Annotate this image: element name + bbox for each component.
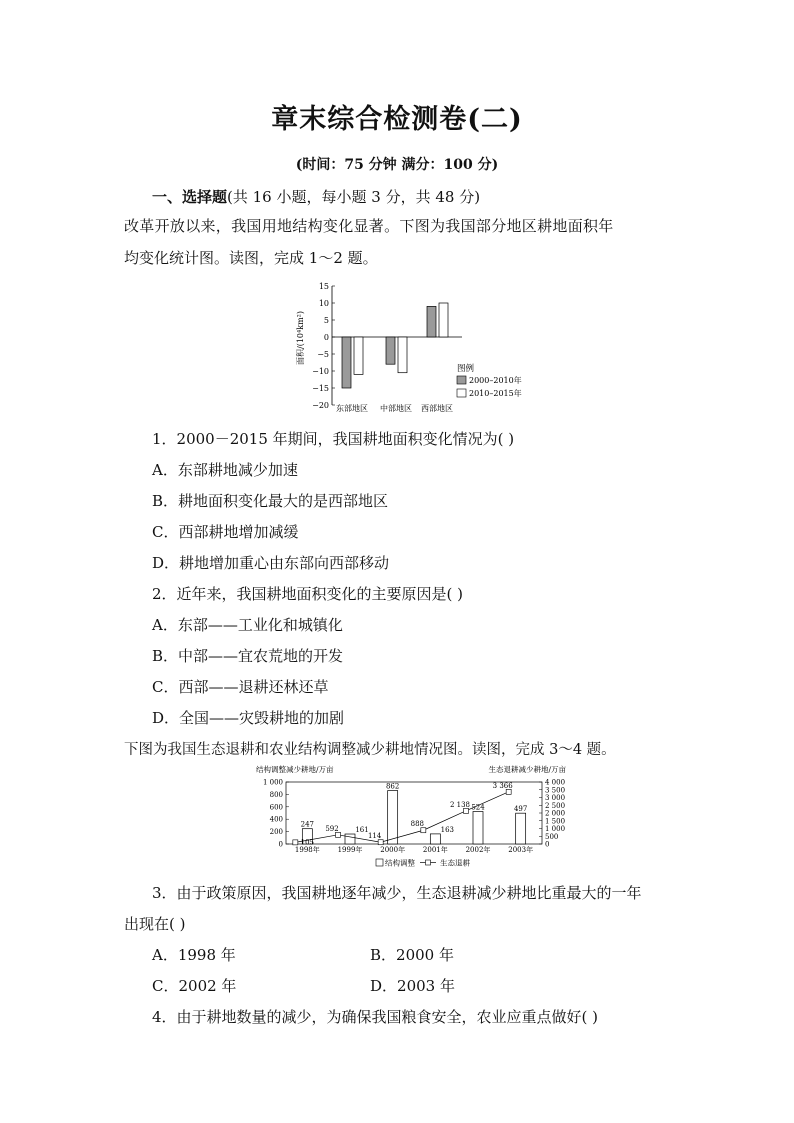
chart2-line-marker [464,808,469,813]
legend-swatch-2000 [457,376,466,384]
chart2-line-marker [293,840,298,845]
legend-label-2010: 2010–2015年 [469,389,522,398]
chart2-frame [286,782,542,847]
chart2-bar-label: 161 [355,826,369,835]
chart2-line-marker [506,789,511,794]
q3-option-a: A．1998 年 [152,946,236,964]
chart1-tick-label: −20 [312,401,329,410]
chart2-tick-label-left: 600 [269,803,283,812]
chart2-tick-label-right: 2 000 [545,809,566,818]
q1-option-d: D．耕地增加重心由东部向西部移动 [152,554,390,572]
intro2: 下图为我国生态退耕和农业结构调整减少耕地情况图。读图，完成 3～4 题。 [124,742,616,758]
chart1-categories [336,403,453,413]
chart1-ylabel: 面积/(10⁴km²) [296,311,305,365]
chart-ecological-farmland [248,762,578,872]
chart2-bar [516,813,526,844]
chart2-bar [388,791,398,844]
chart2-tick-label-right: 3 500 [545,786,566,795]
q1-option-b: B．耕地面积变化最大的是西部地区 [152,492,389,510]
chart1-tick-label: 10 [318,299,329,308]
chart2-line-label: 3 366 [492,781,513,790]
legend-swatch-2010 [457,389,466,397]
chart2-line-label: 105 [300,838,315,847]
chart2-tick-label-right: 1 000 [545,825,566,833]
legend-label-structure: 结构调整 [385,858,415,868]
q1-option-a: A．东部耕地减少加速 [152,461,298,479]
chart2-tick-label-right: 500 [545,832,559,841]
chart1-bars [342,303,448,388]
chart2-legend [376,858,470,868]
chart2-line-label: 888 [410,820,425,829]
chart1-legend [457,363,522,398]
q3-stem-line1: 3．由于政策原因，我国耕地逐年减少，生态退耕减少耕地比重最大的一年 [152,884,642,902]
chart1-bar [398,337,407,373]
legend-label-2000: 2000–2010年 [469,376,522,385]
q2-stem: 2．近年来，我国耕地面积变化的主要原因是( ) [152,585,464,603]
chart1-category-label: 东部地区 [336,404,368,413]
chart2-tick-label-left: 800 [269,790,283,799]
q3-option-b: B．2000 年 [370,946,454,964]
chart1-bar [439,303,448,337]
q3-stem-line2: 出现在( ) [124,915,186,933]
chart2-line-marker [421,828,426,833]
q2-option-b: B．中部——宜农荒地的开发 [152,647,344,665]
chart1-tick-label: 15 [318,282,329,291]
legend-label-eco: 生态退耕 [440,858,470,868]
chart2-tick-label-right: 3 000 [545,794,566,802]
section-note: (共 16 小题，每小题 3 分，共 48 分) [227,188,481,206]
chart1-bar [386,337,395,364]
q1-option-c: C．西部耕地增加减缓 [152,523,299,541]
chart2-category-label: 2002年 [465,846,491,854]
q4-stem: 4．由于耕地数量的减少，为确保我国粮食安全，农业应重点做好( ) [152,1008,599,1026]
legend-title: 图例 [457,364,475,374]
page-title: 章末综合检测卷(二) [271,104,523,135]
chart2-tick-label-left: 1 000 [262,778,283,787]
chart1-ticks [312,282,335,410]
chart2-category-label: 2000年 [380,846,406,854]
q2-option-c: C．西部——退耕还林还草 [152,678,329,696]
section-heading [152,186,480,207]
chart2-axes [286,782,542,847]
chart2-line-marker [378,840,383,845]
chart2-line-label: 114 [367,832,382,841]
intro1-line1: 改革开放以来，我国用地结构变化显著。下图为我国部分地区耕地面积年 [124,217,614,235]
chart2-bar [430,834,440,844]
chart1-tick-label: 0 [323,333,329,342]
chart2-bar [473,812,483,844]
chart1-tick-label: −5 [317,350,329,359]
chart2-bar-label: 247 [300,820,315,829]
intro1-line2: 均变化统计图。读图，完成 1～2 题。 [124,249,378,267]
chart2-bar-label: 862 [385,782,400,791]
chart2-tick-label-left: 0 [278,840,283,849]
chart2-tick-label-right: 4 000 [545,778,566,787]
chart2-category-label: 1998年 [294,846,320,854]
chart-farmland-change [290,280,540,415]
chart1-bar [342,337,351,388]
chart2-categories [295,845,533,854]
legend-marker-eco [426,860,431,865]
chart1-bar [354,337,363,374]
chart2-bar-label: 497 [513,805,528,814]
chart2-line-label: 2 138 [449,800,471,809]
chart1-bar [427,306,436,337]
chart2-category-label: 2003年 [508,846,534,854]
chart2-bar [345,834,355,844]
chart2-bar-label: 524 [471,803,485,812]
chart2-tick-label-right: 1 500 [545,817,566,826]
chart2-tick-label-right: 0 [545,840,550,849]
chart2-tick-label-left: 400 [269,815,283,824]
q2-option-a: A．东部——工业化和城镇化 [152,616,343,634]
chart2-ylabel-left: 结构调整减少耕地/万亩 [256,765,334,774]
chart1-tick-label: −10 [312,367,329,376]
chart2-category-label: 2001年 [422,846,448,854]
exam-meta: (时间：75 分钟 满分：100 分) [295,157,499,173]
chart1-category-label: 西部地区 [421,404,453,413]
chart1-category-label: 中部地区 [380,404,412,413]
chart2-bar-label: 163 [440,825,455,834]
q1-stem: 1．2000－2015 年期间，我国耕地面积变化情况为( ) [152,430,515,448]
chart2-ylabel-right: 生态退耕减少耕地/万亩 [488,765,566,774]
chart2-tick-label-left: 200 [269,828,283,837]
q2-option-d: D．全国——灾毁耕地的加剧 [152,709,345,727]
chart1-tick-label: −15 [312,384,329,393]
chart2-bars [300,782,528,847]
chart2-line-marker [336,832,341,837]
section-label: 一、选择题 [152,188,228,206]
legend-swatch-structure [376,859,383,866]
chart1-tick-label: 5 [323,316,329,325]
q3-option-d: D．2003 年 [370,977,455,995]
q3-option-c: C．2002 年 [152,977,237,995]
chart2-category-label: 1999年 [337,846,363,854]
chart2-tick-label-right: 2 500 [545,801,566,810]
chart2-line-label: 592 [325,824,339,833]
